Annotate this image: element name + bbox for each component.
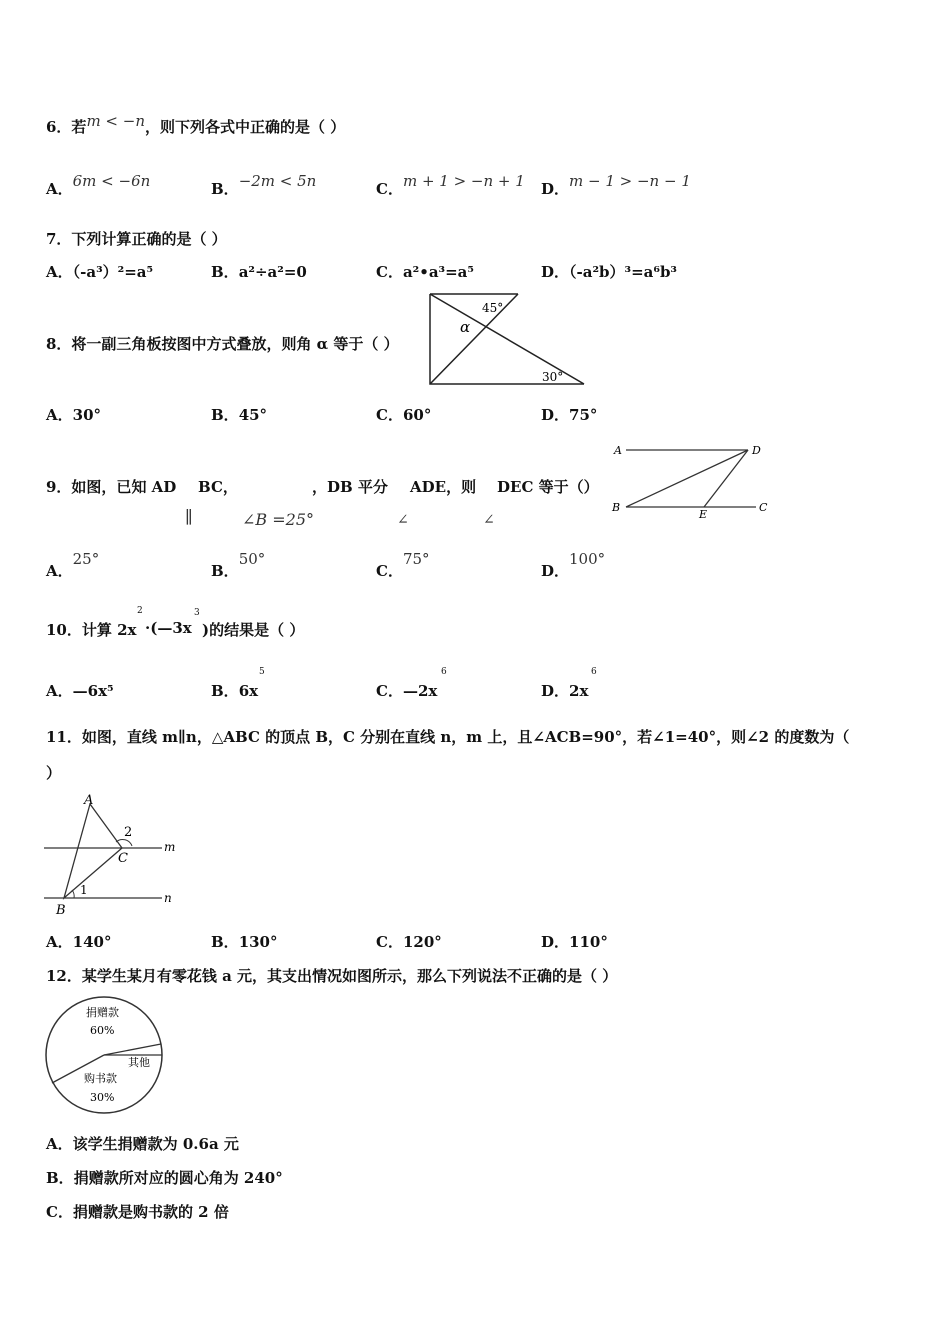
option-label: A． (46, 406, 73, 424)
q12-stem: 12．某学生某月有零花钱 a 元，其支出情况如图所示，那么下列说法不正确的是（ ） (46, 967, 618, 985)
pie-divider-donation (104, 1044, 161, 1055)
q10-option-d[interactable] (541, 680, 588, 701)
q8-option-b[interactable] (211, 404, 267, 425)
option-label: D． (541, 933, 570, 951)
figure-line (430, 294, 518, 384)
q7-option-a[interactable] (46, 261, 153, 282)
q7-stem: 7．下列计算正确的是（ ） (46, 230, 227, 248)
figure-line (626, 450, 748, 507)
option-value: 75° (569, 406, 598, 424)
angle-1-arc (72, 890, 74, 898)
option-label: B． (211, 933, 239, 951)
q10-stem-b: ·(—3x (145, 619, 192, 637)
q9-angle-b: ∠B =25° (242, 510, 315, 529)
option-expr: m + 1 > −n + 1 (402, 172, 525, 190)
point-e-label: E (699, 508, 708, 520)
option-label: C． (376, 682, 403, 700)
q6-option-b[interactable] (211, 172, 317, 199)
figure-line (704, 450, 748, 507)
q11-stem-line2: ） (46, 764, 62, 782)
q9-parallel-figure (608, 440, 774, 520)
q9-angle-symbol-1: ∠ (397, 512, 409, 528)
q10-option-a[interactable] (46, 680, 114, 701)
option-label: D． (541, 263, 570, 281)
q11-triangle-figure (40, 790, 185, 918)
option-label: A． (46, 1135, 73, 1153)
q10-option-d-exponent: 6 (591, 667, 597, 677)
option-expr: （-a³）²=a⁵ (72, 263, 154, 281)
option-label: C． (376, 933, 403, 951)
option-value: 130° (238, 933, 278, 951)
q10-option-b-exponent: 5 (259, 667, 265, 677)
option-value: 110° (569, 933, 608, 951)
point-c-label: C (759, 501, 768, 514)
q9-stem-c: ，DB 平分 (312, 478, 388, 496)
angle-2-label: 2 (124, 825, 133, 840)
q6-condition: m < −n (86, 112, 145, 130)
option-expr: 6m < −6n (72, 172, 151, 190)
option-value: 6x (238, 682, 259, 700)
q9-option-d[interactable] (541, 550, 606, 581)
q8-stem: 8．将一副三角板按图中方式叠放，则角 α 等于（ ） (46, 335, 399, 353)
q10-exponent-b: 3 (194, 608, 200, 618)
option-label: D． (541, 180, 570, 198)
q9-stem-b: BC， (198, 478, 238, 496)
q6-option-c[interactable] (376, 172, 525, 199)
q7-option-d[interactable] (541, 261, 677, 282)
q9-option-c[interactable] (376, 550, 430, 581)
q9-stem-a: 9．如图，已知 AD (46, 478, 177, 496)
q12-option-a[interactable] (46, 1133, 239, 1154)
option-label: B． (46, 1169, 74, 1187)
q7-option-b[interactable] (211, 261, 307, 282)
triangle-abc (64, 804, 122, 898)
option-expr: −2m < 5n (238, 172, 317, 190)
q10-stem-a: 10．计算 2x (46, 621, 137, 639)
q6-stem (46, 112, 346, 137)
point-b-label: B (56, 903, 66, 918)
option-expr: m − 1 > −n − 1 (569, 172, 691, 190)
option-label: A． (46, 682, 73, 700)
option-value: —2x (402, 682, 438, 700)
q11-option-d[interactable] (541, 931, 608, 952)
q11-stem-line1: 11．如图，直线 m∥n，△ABC 的顶点 B，C 分别在直线 n，m 上，且∠ACB=90°，若∠1=40°，则∠2 的度数为（ (46, 728, 850, 746)
q10-option-b[interactable] (211, 680, 258, 701)
q9-parallel-symbol: ∥ (185, 508, 193, 528)
q8-option-c[interactable] (376, 404, 431, 425)
pie-other-label: 其他 (128, 1056, 150, 1069)
q8-triangle-figure (424, 290, 590, 388)
option-label: B． (211, 406, 239, 424)
angle-30-label: 30° (542, 370, 564, 384)
option-label: B． (211, 562, 239, 580)
option-value: —6x⁵ (72, 682, 114, 700)
alpha-label: α (460, 318, 471, 336)
option-value: 100° (569, 550, 606, 568)
q10-exponent-a: 2 (137, 606, 143, 616)
option-label: C． (376, 406, 403, 424)
q11-option-a[interactable] (46, 931, 111, 952)
point-d-label: D (752, 444, 761, 457)
option-label: D． (541, 682, 570, 700)
option-label: C． (376, 180, 403, 198)
option-text: 捐赠款所对应的圆心角为 240° (73, 1169, 283, 1187)
q12-option-c[interactable] (46, 1201, 229, 1222)
option-label: C． (46, 1203, 73, 1221)
option-text: 捐赠款是购书款的 2 倍 (72, 1203, 229, 1221)
q11-option-b[interactable] (211, 931, 278, 952)
option-label: B． (211, 263, 239, 281)
option-value: 140° (72, 933, 112, 951)
line-m-label: m (164, 840, 176, 854)
q9-option-a[interactable] (46, 550, 100, 581)
q10-option-c-exponent: 6 (441, 667, 447, 677)
option-expr: a²•a³=a⁵ (402, 263, 474, 281)
option-label: B． (211, 180, 239, 198)
option-label: D． (541, 562, 570, 580)
q8-option-d[interactable] (541, 404, 597, 425)
point-a-label: A (614, 444, 622, 457)
q6-option-d[interactable] (541, 172, 691, 199)
option-value: 120° (402, 933, 442, 951)
point-a-label: A (84, 793, 94, 808)
option-value: 50° (238, 550, 266, 568)
angle-1-label: 1 (80, 883, 88, 897)
pie-donation-pct: 60% (90, 1024, 115, 1037)
q6-text-pre: 6．若 (46, 118, 87, 136)
q10-stem-c: )的结果是（ ） (202, 621, 305, 639)
pie-books-pct: 30% (90, 1091, 115, 1104)
q12-option-b[interactable] (46, 1167, 283, 1188)
option-label: A． (46, 263, 73, 281)
pie-donation-label: 捐赠款 (86, 1006, 119, 1019)
pie-books-label: 购书款 (84, 1072, 117, 1085)
option-value: 2x (569, 682, 589, 700)
q6-option-a[interactable] (46, 172, 151, 199)
point-b-label: B (612, 501, 621, 514)
option-value: 60° (402, 406, 432, 424)
option-expr: （-a²b）³=a⁶b³ (569, 263, 678, 281)
option-label: C． (376, 263, 403, 281)
option-value: 25° (72, 550, 100, 568)
option-label: A． (46, 562, 73, 580)
q9-stem-e: DEC 等于（） (497, 478, 599, 496)
option-text: 该学生捐赠款为 0.6a 元 (72, 1135, 239, 1153)
line-n-label: n (164, 891, 172, 905)
q8-option-a[interactable] (46, 404, 101, 425)
option-label: B． (211, 682, 239, 700)
angle-45-label: 45° (482, 301, 504, 315)
option-label: C． (376, 562, 403, 580)
q9-angle-symbol-2: ∠ (483, 512, 495, 528)
q11-option-c[interactable] (376, 931, 442, 952)
q10-option-c[interactable] (376, 680, 437, 701)
option-value: 75° (402, 550, 430, 568)
q6-text-post: ，则下列各式中正确的是（ ） (145, 118, 346, 136)
option-expr: a²÷a²=0 (238, 263, 307, 281)
q9-stem-d: ADE，则 (410, 478, 477, 496)
q9-option-b[interactable] (211, 550, 266, 581)
option-value: 30° (72, 406, 102, 424)
q12-pie-chart (42, 994, 168, 1116)
point-c-label: C (118, 851, 128, 866)
option-label: A． (46, 933, 73, 951)
option-label: D． (541, 406, 570, 424)
q7-option-c[interactable] (376, 261, 474, 282)
option-value: 45° (238, 406, 268, 424)
option-label: A． (46, 180, 73, 198)
